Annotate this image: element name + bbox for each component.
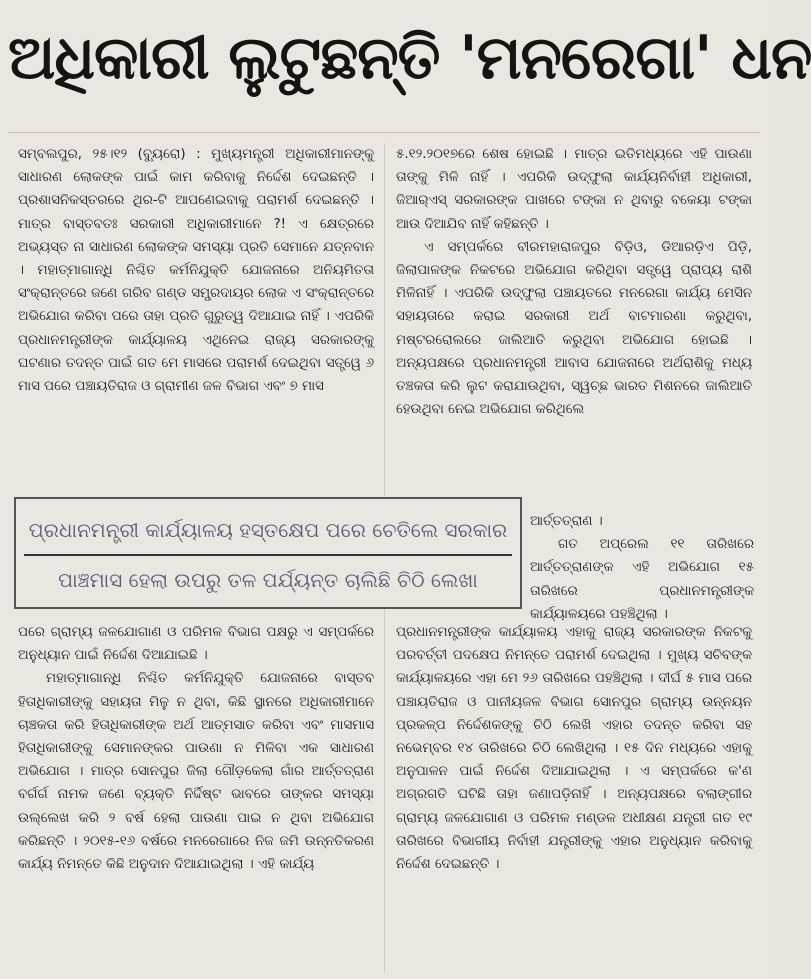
article-column-right-bottom [396, 621, 752, 973]
article-column-left-top [18, 143, 374, 495]
article-paragraph: ପରେ ଗ୍ରାମ୍ୟ ଜଳଯୋଗାଣ ଓ ପରିମଳ ବିଭାଗ ପକ୍ଷରୁ ଏ ସମ୍ପର୍କରେ ଅନୁଧ୍ୟାନ ପାଇଁ ନିର୍ଦ୍ଦେଶ ଦିଆଯାଇଛି । [18, 625, 374, 664]
article-paragraph: ମହାତ୍ମାଗାନ୍ଧି ନିଶ୍ଚିତ କର୍ମନିଯୁକ୍ତି ଯୋଜନାରେ ବାସ୍ତବ ହିତାଧିକାରୀଙ୍କୁ ସହାୟତା ମିଳୁ ନ ଥିବା, କିଛି ସ୍ଥାନରେ ଅଧିକାରୀମାନେ ଚାଞ୍ଚକତା କରି ହିତାଧିକାରୀଙ୍କ ଅର୍ଥ ଆତ୍ମସାତ କରିବା ଏବଂ ମାସମାସ ହିତାଧିକାରୀଙ୍କୁ ସେମାନଙ୍କର ପାଉଣା ନ ମିଳିବା ଏକ ସାଧାରଣ ଅଭିଯୋଗ । ମାତ୍ର ସୋନପୁର ଜିଲା ଗୌଡ଼କେଲା ଗାଁର ଆର୍ତ୍ତତ୍ରାଣ ବର୍ଗର୍ଗ ନାମକ ଜଣେ ବ୍ୟକ୍ତି ନିର୍ଦ୍ଦିଷ୍ଟ ଭାବରେ ତାଙ୍କର ସମସ୍ୟା ଉଲ୍ଲେଖ କରି ୨ ବର୍ଷ ହେଲା ପାଉଣା ପାଇ ନ ଥିବା ଅଭିଯୋଗ କରିଛନ୍ତି । ୨୦୧୫-୧୬ ବର୍ଷରେ ମନରେଗାରେ ନିଜ ଜମି ଉନ୍ନତିକରଣ କାର୍ଯ୍ୟ ନିମନ୍ତେ କିଛି ଅନୁଦାନ ଦିଆଯାଇଥିଲା । ଏହି କାର୍ଯ୍ୟ [18, 671, 374, 873]
article-paragraph: ୫.୧୨.୨୦୧୭ରେ ଶେଷ ହୋଇଛି । ମାତ୍ର ଇତିମଧ୍ୟରେ ଏହି ପାଉଣା ତାଙ୍କୁ ମିଳି ନାହିଁ । ଏପରିକି ଉଦ୍ଫୁଲା କାର୍ଯ୍ୟନିର୍ବାହୀ ଅଧିକାରୀ, ଜିଆର୍‌ଏସ୍ ସରକାରଙ୍କ ପାଖରେ ଟଙ୍କା ନ ଥିବାରୁ ବକେୟା ଟଙ୍କା ଆଉ ଦିଆଯିବ ନାହିଁ କହିଛନ୍ତି । [396, 147, 752, 232]
pull-quote-line-1: ପ୍ରଧାନମନ୍ତ୍ରୀ କାର୍ଯ୍ୟାଳୟ ହସ୍ତକ୍ଷେପ ପରେ ଚେତିଲେ ସରକାର [28, 518, 508, 542]
article-paragraph: ଏ ସମ୍ପର୍କରେ ବୀରମହାରାଜପୁର ବିଡ଼ିଓ, ଡିଆରଡ଼ିଏ ପିଡ଼ି, ଜିଲାପାଳଙ୍କ ନିକଟରେ ଅଭିଯୋଗ କରିଥିବା ସତ୍ତ୍ୱେ ପ୍ରାପ୍ୟ ରାଶି ମିଳିନାହିଁ । ଏପରିକି ଉଦ୍ଫୁଲା ପଞ୍ଚାୟତରେ ମନରେଗା କାର୍ଯ୍ୟ ମେସିନ ସହାୟତାରେ କରାଇ ସରକାରୀ ଅର୍ଥ ବାଟମାରଣା କରୁଥିବା, ମଷ୍ଟରରୋଲରେ ଜାଲିଆତି କରୁଥିବା ଅଭିଯୋଗ ହୋଇଛି । ଅନ୍ୟପକ୍ଷରେ ପ୍ରଧାନମନ୍ତ୍ରୀ ଆବାସ ଯୋଜନାରେ ଅର୍ଥରାଶିକୁ ମଧ୍ୟ ତଞ୍ଚକତା କରି ଲୁଟ କରାଯାଉଥିବା, ସ୍ୱଚ୍ଛ ଭାରତ ମିଶନରେ ଜାଲିଆତି ହେଉଥିବା ନେଇ ଅଭିଯୋଗ କରିଥିଲେ [396, 239, 752, 418]
article-paragraph: ଆର୍ତ୍ତତ୍ରାଣ । [530, 514, 603, 529]
article-paragraph: ପ୍ରଧାନମନ୍ତ୍ରୀଙ୍କ କାର୍ଯ୍ୟାଳୟ ଏହାକୁ ରାଜ୍ୟ ସରକାରଙ୍କ ନିକଟକୁ ପରବର୍ତ୍ତୀ ପଦକ୍ଷେପ ନିମନ୍ତେ ପରାମର୍ଶ ଦେଇଥିଲା । ମୁଖ୍ୟ ସଚିବଙ୍କ କାର୍ଯ୍ୟାଳୟରେ ଏହା ମେ ୨୬ ତାରିଖରେ ପହଞ୍ଚିଥିଲା । ଦୀର୍ଘ ୫ ମାସ ପରେ ପଞ୍ଚାୟତିରାଜ ଓ ପାନୀୟଜଳ ବିଭାଗ ସୋନପୁର ଗ୍ରାମ୍ୟ ଉନ୍ନୟନ ପ୍ରକଳ୍ପ ନିର୍ଦ୍ଦେଶକଙ୍କୁ ଚିଠି ଲେଖି ଏହାର ତଦନ୍ତ କରିବା ସହ ନଭେମ୍ବର ୧୪ ତାରିଖରେ ଚିଠି ଲେଖିଥିଲା । ୧୫ ଦିନ ମଧ୍ୟରେ ଏହାକୁ ଅନୁପାଳନ ପାଇଁ ନିର୍ଦ୍ଦେଶ ଦିଆଯାଇଥିଲା । ଏ ସମ୍ପର୍କରେ କ'ଣ ଅଗ୍ରଗତି ଘଟିଛି ତାହା ଜଣାପଡ଼ିନାହିଁ । ଅନ୍ୟପକ୍ଷରେ ବଲାଙ୍ଗୀର ଗ୍ରାମ୍ୟ ଜଳଯୋଗାଣ ଓ ପରିମଳ ମଣ୍ଡଳ ଅଧୀକ୍ଷଣ ଯନ୍ତ୍ରୀ ଗତ ୧୯ ତାରିଖରେ ବିଭାଗୀୟ ନିର୍ବାହୀ ଯନ୍ତ୍ରୀଙ୍କୁ ଏହାର ଅନୁଧ୍ୟାନ କରିବାକୁ ନିର୍ଦ୍ଦେଶ ଦେଇଛନ୍ତି । [396, 625, 752, 873]
headline-rule [8, 132, 760, 133]
article-paragraph: ସମ୍ବଲପୁର, ୨୫।୧୨ (ବ୍ୟୁରୋ) : ମୁଖ୍ୟମନ୍ତ୍ରୀ ଅଧିକାରୀମାନଙ୍କୁ ସାଧାରଣ ଲୋକଙ୍କ ପାଇଁ କାମ କରିବାକୁ ନିର୍ଦ୍ଦେଶ ଦେଇଛନ୍ତି । ପ୍ରଶାସନିକସ୍ତରରେ ଥିର-ଟି ଆପଣେଇବାକୁ ପରାମର୍ଶ ଦେଇଛନ୍ତି । ମାତ୍ର ବାସ୍ତବତଃ ସରକାରୀ ଅଧିକାରୀମାନେ ?! ଏ କ୍ଷେତ୍ରରେ ଅଭ୍ୟସ୍ତ ନା ସାଧାରଣ ଲୋକଙ୍କ ସମସ୍ୟା ପ୍ରତି ସେମାନେ ଯତ୍ନବାନ । ମହାତ୍ମାଗାନ୍ଧି ନିଶ୍ଚିତ କର୍ମନିଯୁକ୍ତି ଯୋଜନାରେ ଅନିୟମିତତା ସଂକ୍ରାନ୍ତରେ ଜଣେ ଗରିବ ଗଣ୍ଡ ସମ୍ପ୍ରଦାୟର ଲୋକ ଏ ସଂକ୍ରାନ୍ତରେ ଅଭିଯୋଗ କରିବା ପରେ ତାହା ପ୍ରତି ଗୁରୁତ୍ୱ ଦିଆଯାଇ ନାହିଁ । ଏପରିକି ପ୍ରଧାନମନ୍ତ୍ରୀଙ୍କ କାର୍ଯ୍ୟାଳୟ ଏଥିନେଇ ରାଜ୍ୟ ସରକାରଙ୍କୁ ଘଟଣାର ତଦନ୍ତ ପାଇଁ ଗତ ମେ ମାସରେ ପରାମର୍ଶ ଦେଇଥିବା ସତ୍ତ୍ୱେ ୬ ମାସ ପରେ ପଞ୍ଚାୟତିରାଜ ଓ ଗ୍ରାମୀଣ ଜଳ ବିଭାଗ ଏବଂ ୭ ମାସ [18, 147, 374, 395]
article-column-right-mid [530, 510, 754, 622]
pull-quote-box [14, 497, 522, 609]
article-column-right-top [396, 143, 752, 508]
pull-quote-line-2: ପାଞ୍ଚମାସ ହେଲା ଉପରୁ ତଳ ପର୍ଯ୍ୟନ୍ତ ଚାଲିଛି ଚିଠି ଲେଖା [58, 568, 478, 592]
article-paragraph: ଗତ ଅପ୍ରେଲ ୧୧ ତାରିଖରେ ଆର୍ତ୍ତତ୍ରାଣଙ୍କ ଏହି ଅଭିଯୋଗ ୧୫ ତାରିଖରେ ପ୍ରଧାନମନ୍ତ୍ରୀଙ୍କ କାର୍ଯ୍ୟାଳୟରେ ପହଞ୍ଚିଥିଲା । [530, 537, 754, 622]
headline: ଅଧିକାରୀ ଲୁଟୁଛନ୍ତି 'ମନରେଗା' ଧନ [8, 23, 811, 93]
pull-quote-rule [24, 554, 512, 556]
article-column-left-bottom [18, 621, 374, 973]
